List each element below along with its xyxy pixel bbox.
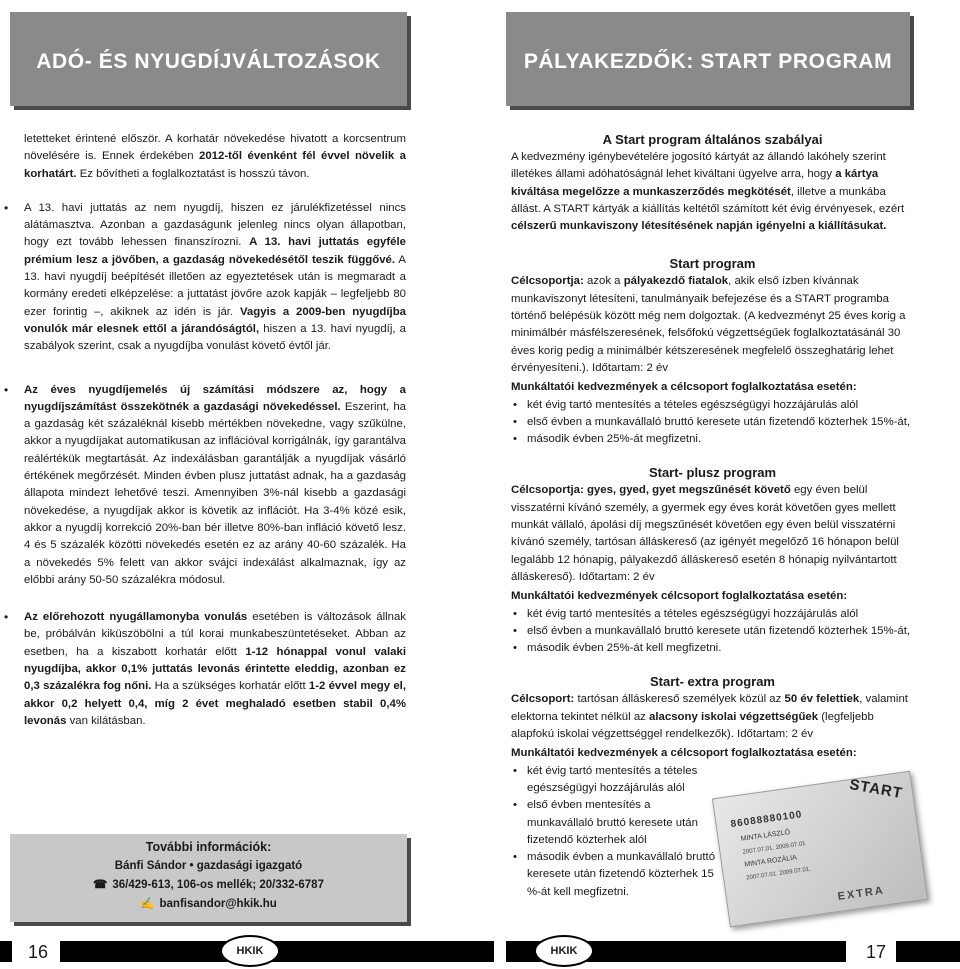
footer-bar: [0, 941, 12, 962]
list-item: • első évben a munkavállaló bruttó keresete után fizetendő közterhek 15%-át,: [511, 414, 914, 431]
start-program-benefits-title: Munkáltatói kedvezmények a célcsoport foglalkoztatása esetén:: [511, 381, 857, 394]
bullet-early-retirement: • Az előrehozott nyugállamonyba vonulás esetében is változások állnak be, próbálván kiküszöbölni a túl korai munkabeszüntetéseket. Abban az esetben, ha a kiszabott korhatár előtt 1-12 hónappal vonul valaki nyugdíjba, akkor 0,1% juttatás levonás érintette eleddig, azonban ez 0,3 százalékra fog nőni. Ha a szükséges korhatár előtt 1-2 évvel megy el, akkor 0,2 helyett 0,4, míg 2 évet meghaladó esetben stabil 0,4% levonás van kilátásban.: [4, 610, 406, 727]
start-card-logo: START: [848, 776, 905, 803]
right-page-number: 17: [866, 942, 887, 962]
hkik-logo: HKIK: [534, 935, 594, 967]
start-extra-card-image: [712, 771, 928, 928]
start-plus-text: Célcsoportja: gyes, gyed, gyet megszűnését követő egy éven belül visszatérni kívánó személy, a gyermek egy éves korát követően gyes mellett munkát vállaló, ápolási díj megszűnését követően egy éven belül visszatérni kívánó személy, tartósan álláskereső (az igényét megelőző 16 hónapon belül legalább 12 hónapig, pályakezdő álláskereső esetén 8 hónapig nyilvántartott álláskereső). Időtartam: 2 év: [511, 484, 899, 583]
start-plus-benefits-list: [511, 606, 914, 658]
start-extra-benefits-title: Munkáltatói kedvezmények a célcsoport foglalkoztatása esetén:: [511, 747, 857, 760]
left-column: [4, 131, 407, 931]
email-hand-icon: ✍: [140, 898, 155, 910]
bullet-13th-month: • A 13. havi juttatás az nem nyugdíj, hiszen ez járulékfizetéssel nincs alátámasztva. Azonban a gazdaságunk jelenleg nincs olyan állapotban, hogy ezt tovább lehessen finanszírozni. A 13. havi juttatás egyféle prémium lesz a jövőben, a gazdaság növekedésétől teszik függővé. A 13. havi nyugdíj beépítését illetően az egyeztetések után is megmaradt a kormány eredeti elképzelése: a juttatást jövőre azok kapják – legfeljebb 80 ezer forintig –, akiknek az idén is jár. Vagyis a 2009-ben nyugdíjba vonulók már elesnek ettől a járandóságtól, hiszen a 13. havi nyugdíj, a szabályok szerint, csak a nyugdíjba vonulást követő évtől jár.: [4, 200, 406, 353]
footer-bar: [896, 941, 960, 962]
left-intro-paragraph: letetteket érintené először. A korhatár növekedése hivatott a korcsentrum növelésére is. Ennek érdekében 2012-től évenként fél évvel növelik a korhatárt. Ez bővítheti a foglalkoztatást is hosszú távon.: [24, 133, 407, 180]
section-start-plus-title: Start- plusz program: [648, 465, 777, 481]
section-general-rules-title: A Start program általános szabályai: [602, 132, 823, 147]
list-item: • két évig tartó mentesítés a tételes egészségügyi hozzájárulás alól: [511, 763, 716, 798]
more-info-box: [10, 834, 407, 922]
section-start-extra-title: Start- extra program: [650, 674, 775, 690]
general-rules-text: A kedvezmény igénybevételére jogosító kártyát az állandó lakóhely szerint illetékes állami adóhatóságnál lehet kiváltani ügyelve arra, hogy a kártya kiváltása megelőzze a munkaszerződés megkötését, illetve a munkába állást. A START kártyák a kiállítás keltétől számított két évig érvényesek, ezért célszerű munkaviszony létesítésének napján igényelni a kiállításukat.: [511, 151, 905, 233]
card-issued: 2007.07.01. 2009.07.01.: [745, 866, 812, 882]
list-item: • második évben a munkavállaló bruttó keresete után fizetendő közterhek 15 %-át kell megfizetni.: [511, 849, 716, 901]
start-program-text: Célcsoportja: azok a pályakezdő fiatalok, akik első ízben kívánnak munkaviszonyt létesíteni, tanulmányaik befejezése és a START programba történő belépésük között még nem dolgoztak. (A kedvezményt 25 éves korig a minimálbér másfélszeresének, felsőfokú végzettségűek foglalkoztatásánál 30 éves korig pedig a minimálbér kétszeresének megfelelő összeghatárig lehet érvényesíteni.). Időtartam: 2 év: [511, 275, 906, 374]
contact-phone-line: ☎ 36/429-613, 106-os mellék; 20/332-6787: [93, 879, 324, 891]
left-page-number: 16: [28, 942, 49, 962]
start-plus-benefits-title: Munkáltatói kedvezmények célcsoport foglalkoztatása esetén:: [511, 590, 848, 603]
list-item: • első évben mentesítés a munkavállaló bruttó keresete után fizetendő közterhek alól: [511, 797, 716, 849]
list-item: • két évig tartó mentesítés a tételes egészségügyi hozzájárulás alól: [511, 397, 914, 414]
list-item: • első évben a munkavállaló bruttó keresete után fizetendő közterhek 15%-át,: [511, 623, 914, 640]
card-extra-label: EXTRA: [837, 884, 886, 903]
hkik-logo: HKIK: [220, 935, 280, 967]
card-holder-name: MINTA LÁSZLÓ: [740, 829, 791, 843]
card-dates: 2007.07.01. 2009.07.01: [742, 840, 806, 856]
start-extra-benefits-list: [511, 763, 716, 901]
card-code: 86088880100: [729, 809, 803, 831]
contact-email-line[interactable]: ✍ banfisandor@hkik.hu: [140, 898, 277, 910]
contact-name: Bánfi Sándor • gazdasági igazgató: [114, 860, 303, 872]
phone-icon: ☎: [93, 879, 108, 891]
list-item: • második évben 25%-át kell megfizetni.: [511, 640, 914, 657]
left-header-banner: [10, 12, 407, 106]
start-program-benefits-list: [511, 397, 914, 449]
right-header-banner: [506, 12, 910, 106]
left-header-title: ADÓ- ÉS NYUGDÍJVÁLTOZÁSOK: [36, 50, 381, 73]
list-item: • második évben 25%-át megfizetni.: [511, 431, 914, 448]
card-mother-name: MINTA ROZÁLIA: [744, 854, 798, 869]
start-extra-text: Célcsoport: tartósan álláskereső személyek közül az 50 év felettiek, valamint elektorna tekintet nélkül az alacsony iskolai végzettségűek (legfeljebb alapfokú iskolai végzettséggel rendelkezők). Időtartam: 2 év: [511, 693, 908, 741]
section-start-program-title: Start program: [669, 256, 756, 272]
right-header-title: PÁLYAKEZDŐK: START PROGRAM: [523, 50, 893, 73]
bullet-pension-raise: • Az éves nyugdíjemelés új számítási módszere az, hogy a nyugdíjszámítást összekötnék a gazdasági növekedéssel. Eszerint, ha a gazdaság két százaléknál kisebb mértékben növekedne, vagy szűkülne, akkor a nyugdíjakat automatikusan az inflációval korrigálnák, így garantálva reálértékük megtartását. Az indexálásban garantálják a nyugdíjak vásárló értékének megőrzését. Minden évben plusz juttatást adnak, ha a gazdaság állapota mindezt lehetővé teszi. Amennyiben 3%-nál kisebb a gazdasági növekedése, a nyugdíjak akkor is követik az inflációt. Ha 3-4% közé esik, akkor a nyugdíj korrekció 20%-ban bér illetve 80%-ban infláció követő lesz. 4 és 5 százalék közötti növekedés esetén ez az arány 40-60 százalék. Ha a növekedés 5% felett van akkor svájci indexálást alkalmaznak, így az előbbi arány 50-50 százalékra módosul.: [4, 382, 406, 586]
list-item: • két évig tartó mentesítés a tételes egészségügyi hozzájárulás alól: [511, 606, 914, 623]
more-info-title: További információk:: [145, 840, 272, 854]
